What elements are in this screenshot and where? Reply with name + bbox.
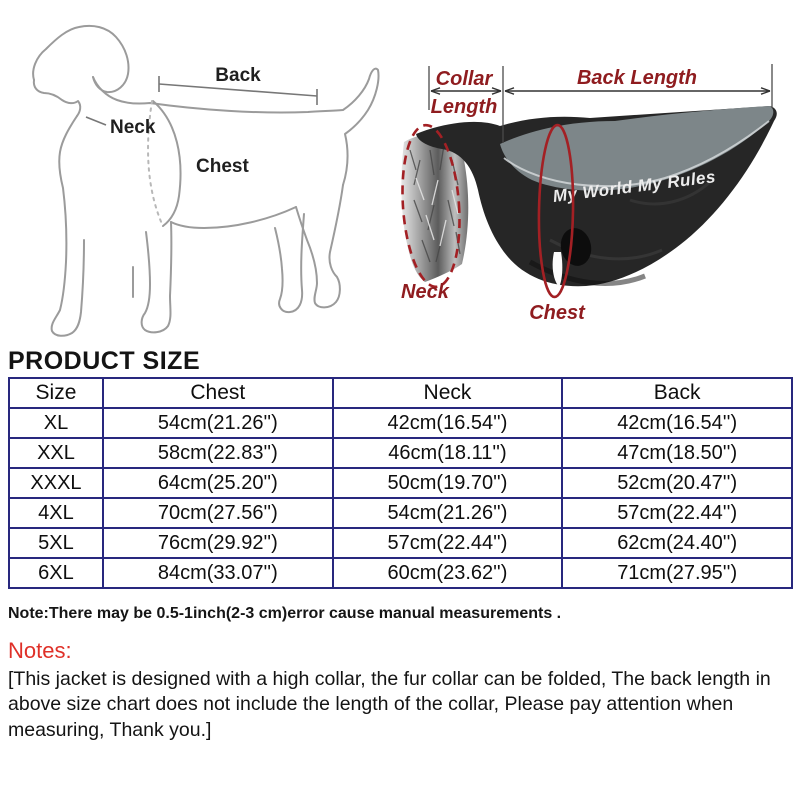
dog-girth-solid (153, 101, 181, 226)
cell-chest: 54cm(21.26'') (103, 408, 333, 438)
page-title: PRODUCT SIZE (8, 347, 201, 375)
dog-front-leg-far (52, 116, 84, 336)
cell-neck: 46cm(18.11'') (333, 438, 563, 468)
table-row (9, 528, 792, 558)
cell-back: 52cm(20.47'') (562, 468, 792, 498)
header-back: Back (562, 378, 792, 408)
cell-size: XL (9, 408, 103, 438)
table-row (9, 498, 792, 528)
table-row (9, 438, 792, 468)
jacket-neck-label: Neck (401, 281, 449, 303)
cell-back: 47cm(18.50'') (562, 438, 792, 468)
back-length-label: Back Length (576, 67, 698, 89)
cell-size: XXL (9, 438, 103, 468)
cell-back: 42cm(16.54'') (562, 408, 792, 438)
cell-size: 4XL (9, 498, 103, 528)
size-table (8, 377, 793, 589)
dog-belly (171, 207, 296, 228)
dog-front-leg-near (142, 222, 172, 332)
dog-neck-label: Neck (110, 117, 156, 138)
cell-size: 5XL (9, 528, 103, 558)
cell-neck: 60cm(23.62'') (333, 558, 563, 588)
notes-heading: Notes: (8, 638, 72, 663)
header-size: Size (9, 378, 103, 408)
measurement-error-note: Note:There may be 0.5-1inch(2-3 cm)error cause manual measurements . (8, 605, 562, 622)
cell-neck: 54cm(21.26'') (333, 498, 563, 528)
dog-muzzle (34, 80, 80, 116)
notes-body: [This jacket is designed with a high collar, the fur collar can be folded, The back length in above size chart does not include the length of the collar, Please pay attention when measuring, Thank you.] (8, 668, 771, 741)
table-row (9, 408, 792, 438)
cell-chest: 70cm(27.56'') (103, 498, 333, 528)
cell-chest: 84cm(33.07'') (103, 558, 333, 588)
header-neck: Neck (333, 378, 563, 408)
cell-chest: 64cm(25.20'') (103, 468, 333, 498)
header-chest: Chest (103, 378, 333, 408)
cell-chest: 58cm(22.83'') (103, 438, 333, 468)
table-row (9, 558, 792, 588)
jacket-print-text: My World My Rules (551, 167, 717, 206)
dog-rear-leg-far (296, 185, 343, 307)
cell-chest: 76cm(29.92'') (103, 528, 333, 558)
cell-back: 57cm(22.44'') (562, 498, 792, 528)
dog-rear-leg-near (275, 214, 304, 312)
jacket-illustration (397, 64, 776, 324)
table-header-row (9, 378, 792, 408)
cell-back: 62cm(24.40'') (562, 528, 792, 558)
cell-neck: 50cm(19.70'') (333, 468, 563, 498)
dog-back-label: Back (215, 65, 261, 86)
cell-size: 6XL (9, 558, 103, 588)
dog-chest-label: Chest (196, 156, 249, 177)
collar-length-label-1: Collar (435, 68, 493, 90)
cell-neck: 42cm(16.54'') (333, 408, 563, 438)
collar-length-label-2: Length (430, 96, 498, 118)
dog-outline-diagram (33, 26, 378, 336)
cell-neck: 57cm(22.44'') (333, 528, 563, 558)
jacket-chest-label: Chest (529, 302, 585, 324)
size-measurement-diagram (0, 0, 800, 345)
cell-size: XXXL (9, 468, 103, 498)
cell-back: 71cm(27.95'') (562, 558, 792, 588)
table-row (9, 468, 792, 498)
dog-head-ear (33, 26, 128, 92)
